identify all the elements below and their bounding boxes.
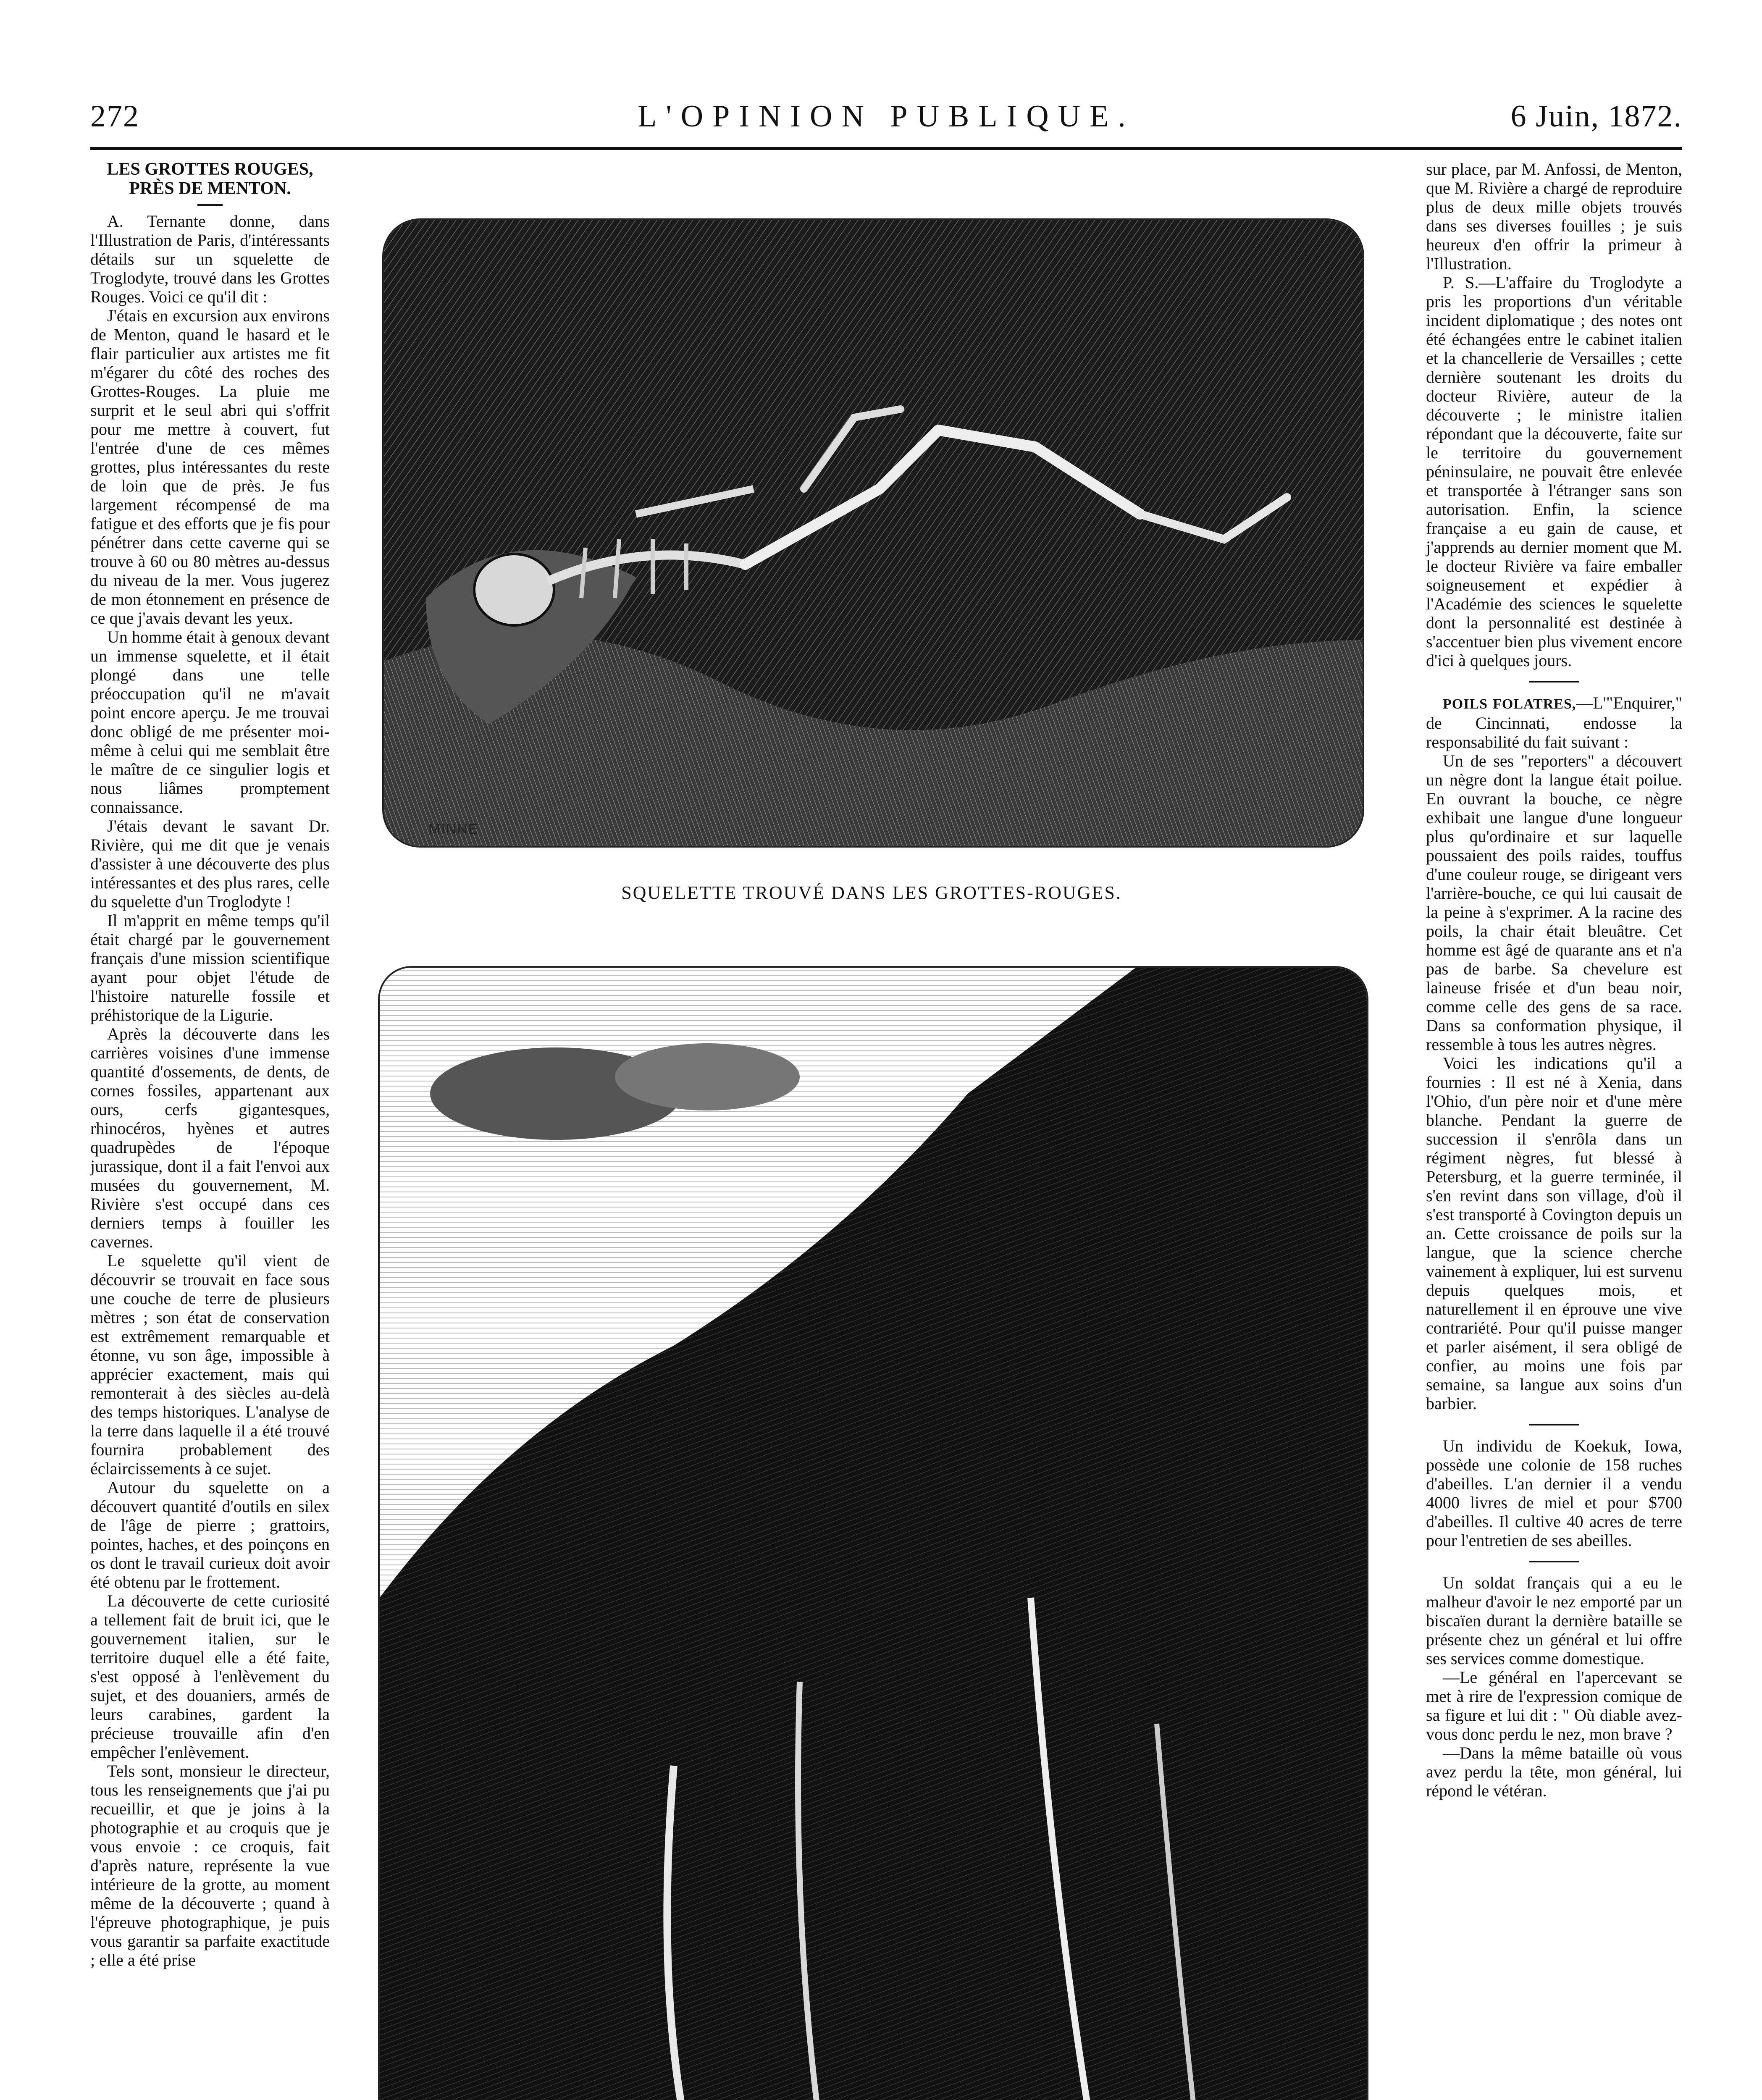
paragraph: J'étais en excursion aux environs de Menton, quand le hasard et le flair particulier aux artistes me fit m'égarer du côté des roches des Grottes-Rouges. La pluie me surprit et le seul abri qui s'offrit pour me mettre à couvert, fut l'entrée d'une de ces mêmes grottes, plus intéressantes du reste de loin que de près. Je fus largement récompensé de ma fatigue et des efforts que je fis pour pénétrer dans cette caverne qui se trouve à 60 ou 80 mètres au-dessus du niveau de la mer. Vous jugerez de mon étonnement en présence de ce que j'avais devant les yeux. [90, 306, 330, 627]
paragraph: Le squelette qu'il vient de découvrir se trouvait en face sous une couche de terre de plusieurs mètres ; son état de conservation est extrêmement remarquable et étonne, vu son âge, impossible à apprécier exactement, mais qui remonterait à des siècles au-delà des temps historiques. L'analyse de la terre dans laquelle il a été trouvé fournira probablement des éclaircissements à ce sujet. [90, 1251, 330, 1478]
headline-divider [197, 204, 223, 206]
paragraph: Tels sont, monsieur le directeur, tous les renseignements que j'ai pu recueillir, et que je joins à la photographie et au croquis que je vous envoie : ce croquis, fait d'après nature, représente la vue intérieure de la grotte, au moment même de la découverte ; quand à l'épreuve photographique, je puis vous garantir sa parfaite exactitude ; elle a été prise [90, 1761, 330, 1969]
paragraph: Un soldat français qui a eu le malheur d'avoir le nez emporté par un biscaïen durant la dernière bataille se présente chez un général et lui offre ses services comme domestique. [1426, 1573, 1682, 1668]
right-column [1426, 160, 1682, 1800]
section-divider [1529, 681, 1579, 682]
paragraph: Voici les indications qu'il a fournies : Il est né à Xenia, dans l'Ohio, d'un père noir et d'une mère blanche. Pendant la guerre de succession il s'enrôla dans un régiment nègres, fut blessé à Petersburg, et la guerre terminée, il s'en revint dans son village, d'où il s'est transporté à Covington depuis un an. Cette croissance de poils sur la langue, que la science cherche vainement à expliquer, lui est survenu depuis quelques mois, et naturellement il en éprouve une vive contrariété. Pour qu'il puisse manger et parler aisément, il sera obligé de confier, au moins une fois par semaine, sa langue aux soins d'un barbier. [1426, 1054, 1682, 1413]
grotto-engraving [378, 966, 1368, 2100]
paragraph: Après la découverte dans les carrières voisines d'une immense quantité d'ossements, de dents, de cornes fossiles, appartenant aux ours, cerfs gigantesques, rhinocéros, hyènes et autres quadrupèdes de l'époque jurassique, dont il a fait l'envoi aux musées du gouvernement, M. Rivière s'est occupé dans ces derniers temps à fouiller les cavernes. [90, 1024, 330, 1251]
paragraph: La découverte de cette curiosité a tellement fait de bruit ici, que le gouvernement italien, sur le territoire duquel elle a été faite, s'est opposé à l'enlèvement du sujet, et des douaniers, armés de leurs carabines, gardent la précieuse trouvaille afin d'en empêcher l'enlèvement. [90, 1591, 330, 1761]
engraver-signature: MINNE [428, 821, 479, 837]
paragraph: —L'"Enquirer," de Cincinnati, endosse la responsabilité du fait suivant : [1426, 693, 1682, 751]
newspaper-title: L'OPINION PUBLIQUE. [638, 99, 1135, 134]
paragraph: —Dans la même bataille où vous avez perdu la tête, mon général, lui répond le vétéran. [1426, 1743, 1682, 1800]
paragraph: Autour du squelette on a découvert quantité d'outils en silex de l'âge de pierre ; grattoirs, pointes, haches, et des poinçons en os dont le travail curieux doit avoir été obtenu par le frottement. [90, 1478, 330, 1591]
paragraph: sur place, par M. Anfossi, de Menton, que M. Rivière a chargé de reproduire plus de deux mille objets trouvés dans ses diverses fouilles ; je suis heureux d'en offrir la primeur à l'Illustration. [1426, 160, 1682, 273]
paragraph: Un de ses "reporters" a découvert un nègre dont la langue était poilue. En ouvrant la bouche, ce nègre exhibait une langue d'une longueur plus qu'ordinaire et sur laquelle poussaient des poils raides, touffus d'une couleur rouge, se dirigeant vers l'arrière-bouche, ce qui lui causait de la peine à s'exprimer. A la racine des poils, la chair était bleuâtre. Cet homme est âgé de quarante ans et n'a pas de barbe. Sa chevelure est laineuse frisée et d'un beau noir, comme celle des gens de sa race. Dans sa conformation physique, il ressemble à tous les autres nègres. [1426, 751, 1682, 1054]
section-divider [1529, 1424, 1579, 1425]
issue-date: 6 Juin, 1872. [1510, 99, 1682, 134]
paragraph: J'étais devant le savant Dr. Rivière, qui me dit que je venais d'assister à une découverte des plus intéressantes et des plus rares, celle du squelette d'un Troglodyte ! [90, 816, 330, 911]
figure-caption: SQUELETTE TROUVÉ DANS LES GROTTES-ROUGES. [621, 882, 1122, 903]
paragraph: A. Ternante donne, dans l'Illustration de Paris, d'intéressants détails sur un squelette de Troglodyte, trouvé dans les Grottes Rouges. Voici ce qu'il dit : [90, 212, 330, 306]
item-lead: POILS FOLATRES, [1443, 696, 1576, 712]
skeleton-engraving [382, 218, 1364, 848]
section-divider [1529, 1561, 1579, 1562]
paragraph: Il m'apprit en même temps qu'il était chargé par le gouvernement français d'une mission scientifique ayant pour objet l'étude de l'histoire naturelle fossile et préhistorique de la Ligurie. [90, 911, 330, 1024]
page-number: 272 [90, 99, 139, 134]
left-column [90, 160, 330, 1969]
article-headline: LES GROTTES ROUGES, PRÈS DE MENTON. [107, 160, 313, 198]
paragraph: —Le général en l'apercevant se met à rire de l'expression comique de sa figure et lui dit : " Où diable avez-vous donc perdu le nez, mon brave ? [1426, 1668, 1682, 1743]
header-rule [90, 147, 1682, 150]
masthead [90, 99, 1682, 145]
paragraph: Un homme était à genoux devant un immense squelette, et il était plongé dans une telle préoccupation qu'il ne m'avait point encore aperçu. Je me trouvai donc obligé de me présenter moi-même à celui qui me semblait être le maître de ce singulier logis et nous liâmes promptement connaissance. [90, 627, 330, 816]
paragraph: Un individu de Koekuk, Iowa, possède une colonie de 158 ruches d'abeilles. L'an dernier il a vendu 4000 livres de miel et pour $700 d'abeilles. Il cultive 40 acres de terre pour l'entretien de ses abeilles. [1426, 1436, 1682, 1550]
paragraph: P. S.—L'affaire du Troglodyte a pris les proportions d'un véritable incident diplomatique ; des notes ont été échangées entre le cabinet italien et la chancellerie de Versailles ; cette dernière soutenant les droits du docteur Rivière, auteur de la découverte ; le ministre italien répondant que la découverte, faite sur le territoire du gouvernement péninsulaire, ne pouvait être enlevée et transportée à l'étranger sans son autorisation. Enfin, la science française a eu gain de cause, et j'apprends au dernier moment que M. le docteur Rivière va faire emballer soigneusement et expédier à l'Académie des sciences le squelette dont la personnalité est destinée à s'accentuer bien plus vivement encore d'ici à quelques jours. [1426, 273, 1682, 670]
